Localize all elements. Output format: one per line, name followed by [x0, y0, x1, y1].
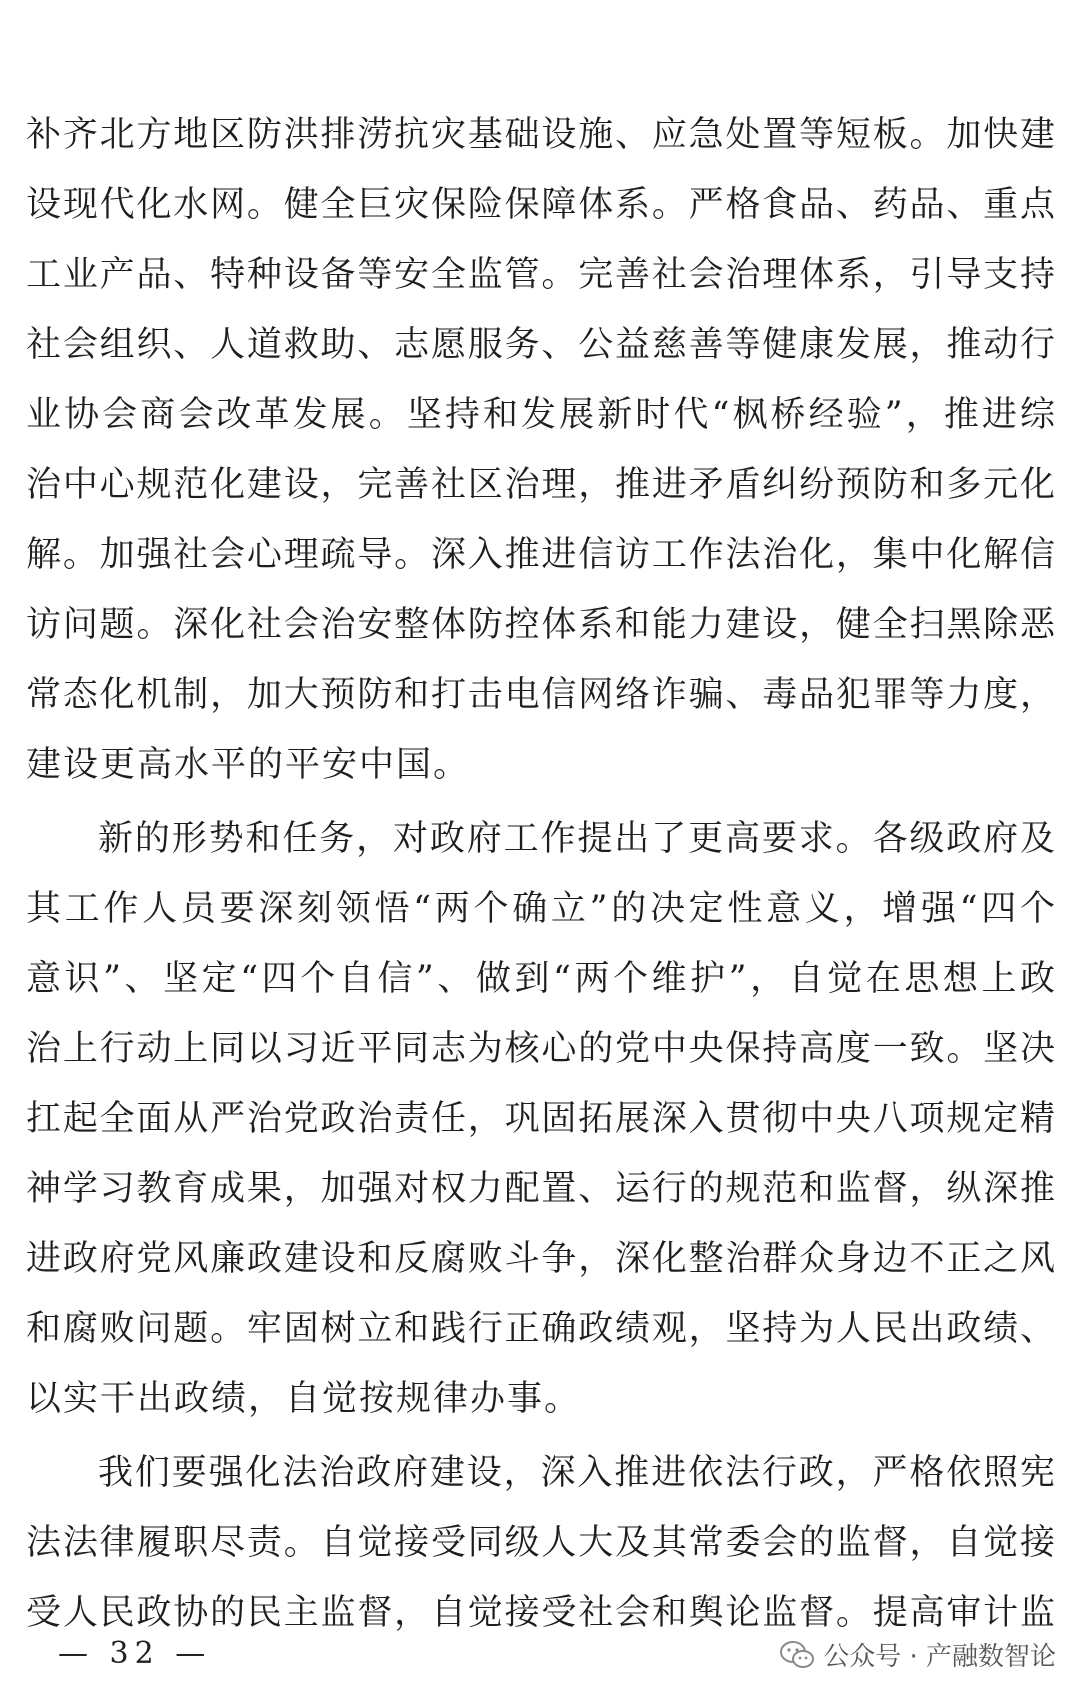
text-line: 社会组织、人道救助、志愿服务、公益慈善等健康发展，推动行: [26, 325, 1056, 365]
text-line: 治上行动上同以习近平同志为核心的党中央保持高度一致。坚决: [26, 1029, 1056, 1069]
watermark: [779, 1636, 1056, 1673]
text-line: 我们要强化法治政府建设，深入推进依法行政，严格依照宪: [98, 1453, 1056, 1493]
page-footer: [0, 1630, 1080, 1680]
text-line: 神学习教育成果，加强对权力配置、运行的规范和监督，纵深推: [26, 1169, 1056, 1209]
text-line: 其工作人员要深刻领悟“两个确立”的决定性意义，增强“四个: [26, 889, 1056, 929]
text-line: 受人民政协的民主监督，自觉接受社会和舆论监督。提高审计监: [26, 1593, 1056, 1633]
text-line: 设现代化水网。健全巨灾保险保障体系。严格食品、药品、重点: [26, 185, 1056, 225]
watermark-text: 公众号 · 产融数智论: [823, 1642, 1056, 1672]
text-line: 解。加强社会心理疏导。深入推进信访工作法治化，集中化解信: [26, 535, 1056, 575]
text-line: 意识”、坚定“四个自信”、做到“两个维护”，自觉在思想上政: [26, 959, 1056, 999]
text-line: 新的形势和任务，对政府工作提出了更高要求。各级政府及: [98, 819, 1056, 859]
page-number: — 32 —: [58, 1636, 212, 1671]
text-line: 治中心规范化建设，完善社区治理，推进矛盾纠纷预防和多元化: [26, 465, 1056, 505]
text-line: 业协会商会改革发展。坚持和发展新时代“枫桥经验”，推进综: [26, 395, 1056, 435]
text-line: 和腐败问题。牢固树立和践行正确政绩观，坚持为人民出政绩、: [26, 1309, 1056, 1349]
text-line: 补齐北方地区防洪排涝抗灾基础设施、应急处置等短板。加快建: [26, 115, 1056, 155]
text-line: 以实干出政绩，自觉按规律办事。: [26, 1379, 582, 1419]
text-line: 法法律履职尽责。自觉接受同级人大及其常委会的监督，自觉接: [26, 1523, 1056, 1563]
wechat-icon: [779, 1640, 815, 1670]
text-line: 扛起全面从严治党政治责任，巩固拓展深入贯彻中央八项规定精: [26, 1099, 1056, 1139]
body-text: [26, 100, 1056, 1648]
text-line: 常态化机制，加大预防和打击电信网络诈骗、毒品犯罪等力度，: [26, 675, 1056, 715]
text-line: 访问题。深化社会治安整体防控体系和能力建设，健全扫黑除恶: [26, 605, 1056, 645]
text-line: 进政府党风廉政建设和反腐败斗争，深化整治群众身边不正之风: [26, 1239, 1056, 1279]
text-line: 建设更高水平的平安中国。: [26, 745, 471, 785]
text-line: 工业产品、特种设备等安全监管。完善社会治理体系，引导支持: [26, 255, 1056, 295]
